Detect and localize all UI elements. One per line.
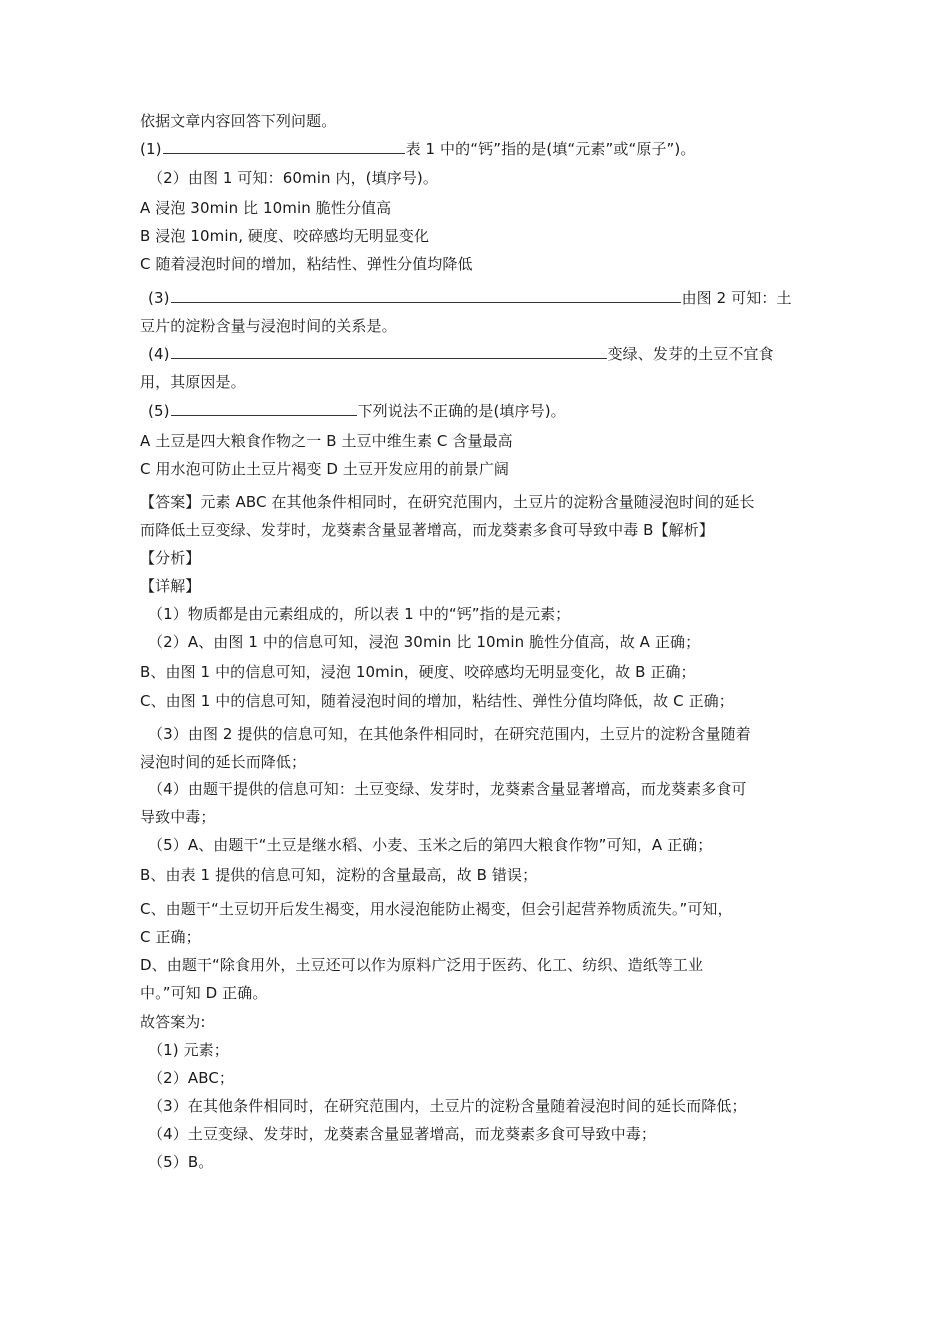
intro-text: 依据文章内容回答下列问题。 <box>140 112 337 130</box>
final-answer-line: （5）B。 <box>148 1153 214 1171</box>
detail-line: D、由题干“除食用外，土豆还可以作为原料广泛用于医药、化工、纺织、造纸等工业 <box>140 956 704 974</box>
detail-line: （4）由题干提供的信息可知：土豆变绿、发芽时，龙葵素含量显著增高，而龙葵素多食可 <box>148 780 747 798</box>
final-answer-line: （4）土豆变绿、发芽时，龙葵素含量显著增高，而龙葵素多食可导致中毒； <box>148 1125 656 1143</box>
question-4-number: (4) <box>148 345 170 363</box>
question-3-text: 由图 2 可知：土 <box>681 289 792 307</box>
answer-blank-4[interactable] <box>171 343 607 359</box>
detail-line: C、由图 1 中的信息可知，随着浸泡时间的增加，粘结性、弹性分值均降低，故 C 正确； <box>140 692 734 710</box>
detail-line: 中。”可知 D 正确。 <box>140 984 268 1002</box>
detail-line: （5）A、由题干“土豆是继水稻、小麦、玉米之后的第四大粮食作物”可知，A 正确； <box>148 836 713 854</box>
question-5-text: 下列说法不正确的是(填序号)。 <box>357 402 566 420</box>
q2-option-a: A 浸泡 30min 比 10min 脆性分值高 <box>140 199 392 217</box>
final-answer-line: （1) 元素； <box>148 1041 229 1059</box>
detail-heading: 【详解】 <box>140 577 201 595</box>
question-1 <box>140 138 695 160</box>
answer-blank-3[interactable] <box>171 287 681 303</box>
q5-options-line-1: A 土豆是四大粮食作物之一 B 土豆中维生素 C 含量最高 <box>140 432 513 450</box>
final-answer-line: （2）ABC； <box>148 1069 235 1087</box>
detail-line: B、由表 1 提供的信息可知，淀粉的含量最高，故 B 错误； <box>140 866 538 884</box>
question-3 <box>148 287 792 309</box>
detail-line: （2）A、由图 1 中的信息可知，浸泡 30min 比 10min 脆性分值高，故 A 正确； <box>148 633 701 651</box>
detail-line: 浸泡时间的延长而降低； <box>140 753 307 771</box>
question-4-text: 变绿、发芽的土豆不宜食 <box>607 345 774 363</box>
q5-options-line-2: C 用水泡可防止土豆片褐变 D 土豆开发应用的前景广阔 <box>140 460 510 478</box>
final-answer-line: （3）在其他条件相同时，在研究范围内，土豆片的淀粉含量随着浸泡时间的延长而降低； <box>148 1097 747 1115</box>
detail-line: （1）物质都是由元素组成的，所以表 1 中的“钙”指的是元素； <box>148 605 571 623</box>
answer-line-2: 而降低土豆变绿、发芽时，龙葵素含量显著增高，而龙葵素多食可导致中毒 B【解析】 <box>140 521 714 539</box>
question-4 <box>148 343 774 365</box>
answer-blank-1[interactable] <box>163 138 405 154</box>
detail-line: C、由题干“土豆切开后发生褐变，用水浸泡能防止褐变，但会引起营养物质流失。”可知， <box>140 900 733 918</box>
detail-line: B、由图 1 中的信息可知，浸泡 10min，硬度、咬碎感均无明显变化，故 B 正确； <box>140 663 696 681</box>
question-2: （2）由图 1 可知：60min 内，(填序号)。 <box>148 169 438 187</box>
detail-line: C 正确； <box>140 928 201 946</box>
answer-blank-5[interactable] <box>171 400 357 416</box>
detail-line: （3）由图 2 提供的信息可知，在其他条件相同时，在研究范围内，土豆片的淀粉含量随着 <box>148 725 751 743</box>
final-answer-heading: 故答案为: <box>140 1013 206 1031</box>
question-4-continued: 用，其原因是。 <box>140 373 246 391</box>
detail-line: 导致中毒； <box>140 808 216 826</box>
q2-option-c: C 随着浸泡时间的增加，粘结性、弹性分值均降低 <box>140 255 473 273</box>
question-5-number: (5) <box>148 402 170 420</box>
question-1-text: 表 1 中的“钙”指的是(填“元素”或“原子”)。 <box>405 140 696 158</box>
question-1-number: (1) <box>140 140 162 158</box>
question-5 <box>148 400 566 422</box>
question-3-continued: 豆片的淀粉含量与浸泡时间的关系是。 <box>140 317 397 335</box>
answer-line-1: 【答案】元素 ABC 在其他条件相同时，在研究范围内，土豆片的淀粉含量随浸泡时间的延长 <box>140 493 755 511</box>
question-3-number: (3) <box>148 289 170 307</box>
analysis-heading: 【分析】 <box>140 549 201 567</box>
q2-option-b: B 浸泡 10min, 硬度、咬碎感均无明显变化 <box>140 227 430 245</box>
